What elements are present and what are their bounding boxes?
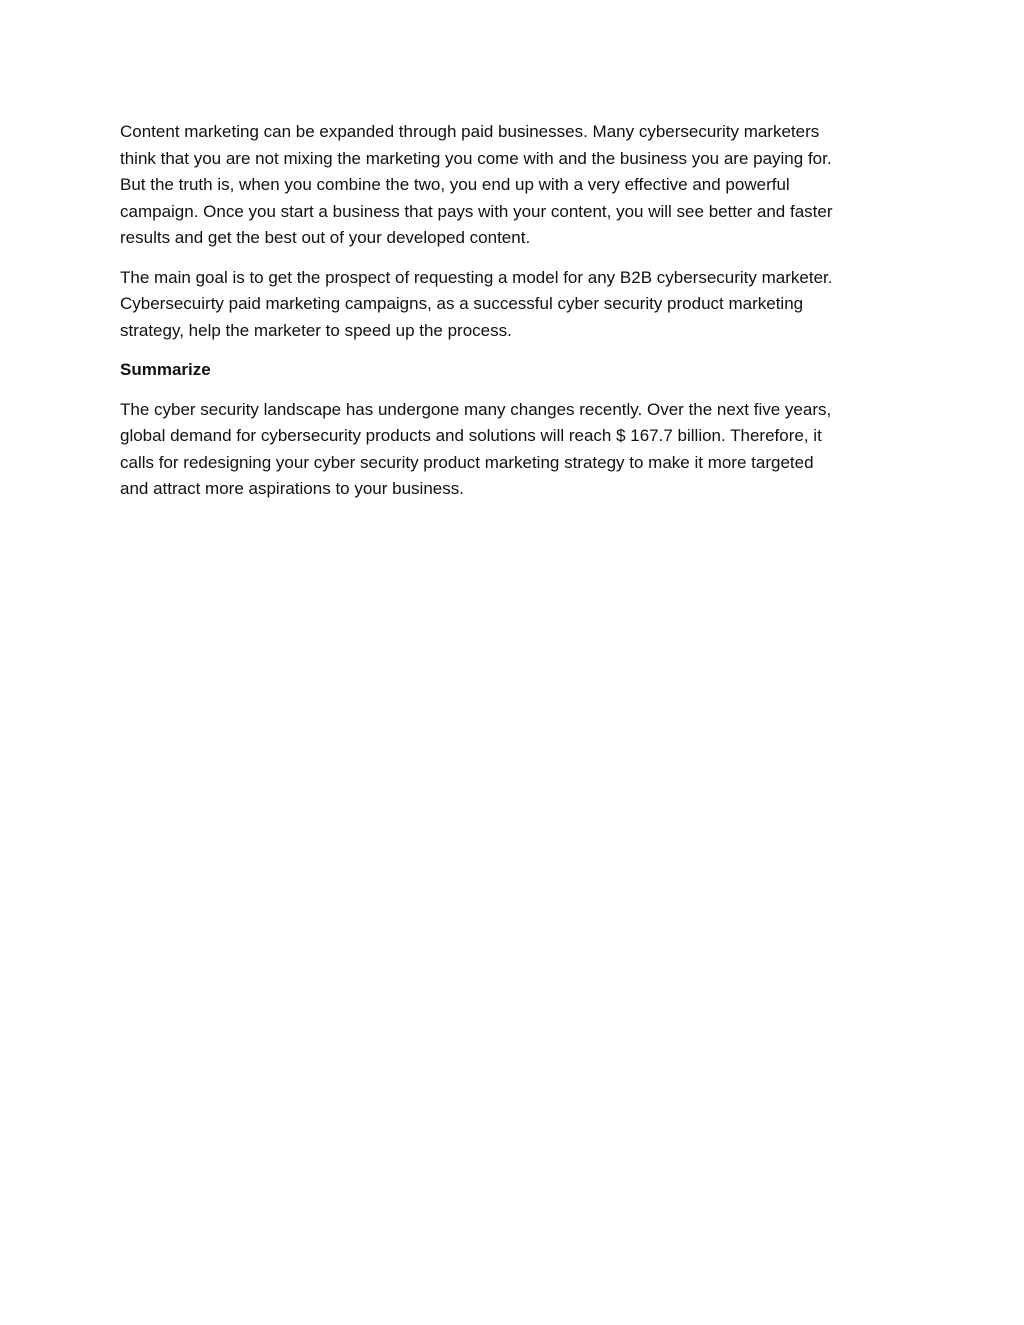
text-line: calls for redesigning your cyber security product marketing strategy to make it more targeted xyxy=(120,452,814,472)
text-line: global demand for cybersecurity products and solutions will reach $ 167.7 billion. Therefore, it xyxy=(120,426,822,445)
text-line: The main goal is to get the prospect of requesting a model for any B2B cybersecurity marketer. xyxy=(120,267,833,287)
paragraph-main-goal xyxy=(120,265,910,345)
text-line: and attract more aspirations to your business. xyxy=(120,479,464,498)
text-line: results and get the best out of your developed content. xyxy=(120,228,531,247)
text-line: strategy, help the marketer to speed up the process. xyxy=(120,320,512,340)
text-line: Cybersecuirty paid marketing campaigns, as a successful cyber security product marketing xyxy=(120,294,804,313)
paragraph-summary xyxy=(120,397,910,503)
section-heading-summarize: Summarize xyxy=(120,360,211,379)
text-line: campaign. Once you start a business that pays with your content, you will see better and faster xyxy=(120,201,833,221)
text-line: The cyber security landscape has undergone many changes recently. Over the next five years, xyxy=(120,399,832,419)
document-body xyxy=(120,119,910,516)
text-line: think that you are not mixing the marketing you come with and the business you are paying for. xyxy=(120,148,832,168)
text-line: Content marketing can be expanded through paid businesses. Many cybersecurity marketers xyxy=(120,122,820,141)
paragraph-content-marketing xyxy=(120,119,910,252)
text-line: But the truth is, when you combine the two, you end up with a very effective and powerful xyxy=(120,175,790,194)
